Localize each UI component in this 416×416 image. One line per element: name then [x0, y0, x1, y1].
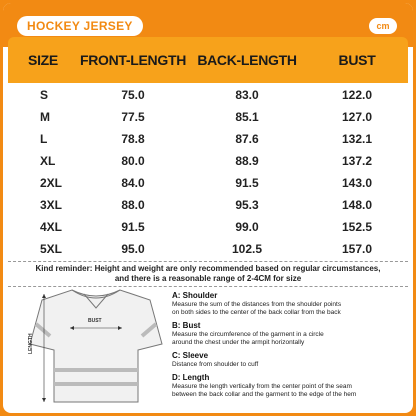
definition-title: C: Sleeve — [172, 351, 209, 360]
bust-cell: 122.0 — [341, 88, 373, 102]
definition-text: between the back collar and the garment to the edge of the hem — [172, 391, 357, 398]
definition-text: Measure the length vertically from the center point of the seam — [172, 383, 352, 390]
table-row — [8, 128, 408, 150]
front-length-cell: 75.0 — [121, 88, 145, 102]
table-row — [8, 150, 408, 172]
definition-text: around the chest under the armpit horizontally — [172, 339, 305, 346]
definition-text: Measure the sum of the distances from the shoulder points — [172, 301, 342, 308]
size-cell: S — [40, 88, 49, 102]
jersey-diagram — [26, 284, 166, 414]
table-row — [8, 238, 408, 260]
kind-reminder-line: Kind reminder: Height and weight are only recommended based on regular circumstances, — [35, 264, 381, 273]
bust-cell: 157.0 — [341, 242, 373, 256]
definition-title: B: Bust — [172, 321, 201, 330]
length-dimension-label: LENGTH — [28, 333, 34, 354]
definition-title: A: Shoulder — [172, 291, 218, 300]
size-cell: 4XL — [40, 220, 63, 234]
size-cell: L — [40, 132, 48, 146]
front-length-cell: 78.8 — [121, 132, 145, 146]
column-header-size: SIZE — [28, 52, 58, 68]
back-length-cell: 99.0 — [235, 220, 259, 234]
back-length-cell: 102.5 — [231, 242, 263, 256]
definition-text: Measure the circumference of the garment in a circle — [172, 331, 324, 338]
front-length-cell: 77.5 — [121, 110, 145, 124]
back-length-cell: 83.0 — [235, 88, 259, 102]
back-length-cell: 87.6 — [235, 132, 259, 146]
definition-title: D: Length — [172, 373, 210, 382]
size-cell: M — [40, 110, 50, 124]
kind-reminder-note — [0, 264, 416, 284]
bust-cell: 143.0 — [341, 176, 373, 190]
bust-cell: 152.5 — [341, 220, 373, 234]
bust-cell: 132.1 — [341, 132, 373, 146]
column-header-bust: BUST — [338, 52, 376, 68]
size-table-body — [8, 84, 408, 260]
back-length-cell: 95.3 — [235, 198, 259, 212]
unit-badge: cm — [369, 18, 397, 34]
front-length-cell: 88.0 — [121, 198, 145, 212]
table-row — [8, 106, 408, 128]
bust-cell: 137.2 — [341, 154, 373, 168]
kind-reminder-line: and there is a reasonable range of 2-4CM for size — [114, 274, 302, 283]
front-length-cell: 80.0 — [121, 154, 145, 168]
front-length-cell: 91.5 — [121, 220, 145, 234]
column-header-back-length: BACK-LENGTH — [197, 52, 297, 68]
measurement-definitions — [172, 291, 408, 399]
bust-cell: 127.0 — [341, 110, 373, 124]
jersey-outline-icon — [26, 284, 166, 409]
column-header-front-length: FRONT-LENGTH — [79, 52, 187, 68]
divider-top — [8, 261, 408, 262]
table-row — [8, 194, 408, 216]
front-length-cell: 84.0 — [121, 176, 145, 190]
table-row — [8, 172, 408, 194]
definition-text: on both sides to the center of the back collar from the back — [172, 309, 341, 316]
definition-text: Distance from shoulder to cuff — [172, 361, 259, 368]
table-row — [8, 84, 408, 106]
size-cell: 2XL — [40, 176, 63, 190]
size-table-header — [8, 37, 408, 83]
size-cell: XL — [40, 154, 56, 168]
bust-dimension-label: BUST — [88, 318, 102, 324]
front-length-cell: 95.0 — [121, 242, 145, 256]
bust-cell: 148.0 — [341, 198, 373, 212]
table-row — [8, 216, 408, 238]
back-length-cell: 85.1 — [235, 110, 259, 124]
back-length-cell: 91.5 — [235, 176, 259, 190]
page-title: HOCKEY JERSEY — [17, 16, 143, 36]
back-length-cell: 88.9 — [235, 154, 259, 168]
size-cell: 5XL — [40, 242, 63, 256]
size-cell: 3XL — [40, 198, 63, 212]
